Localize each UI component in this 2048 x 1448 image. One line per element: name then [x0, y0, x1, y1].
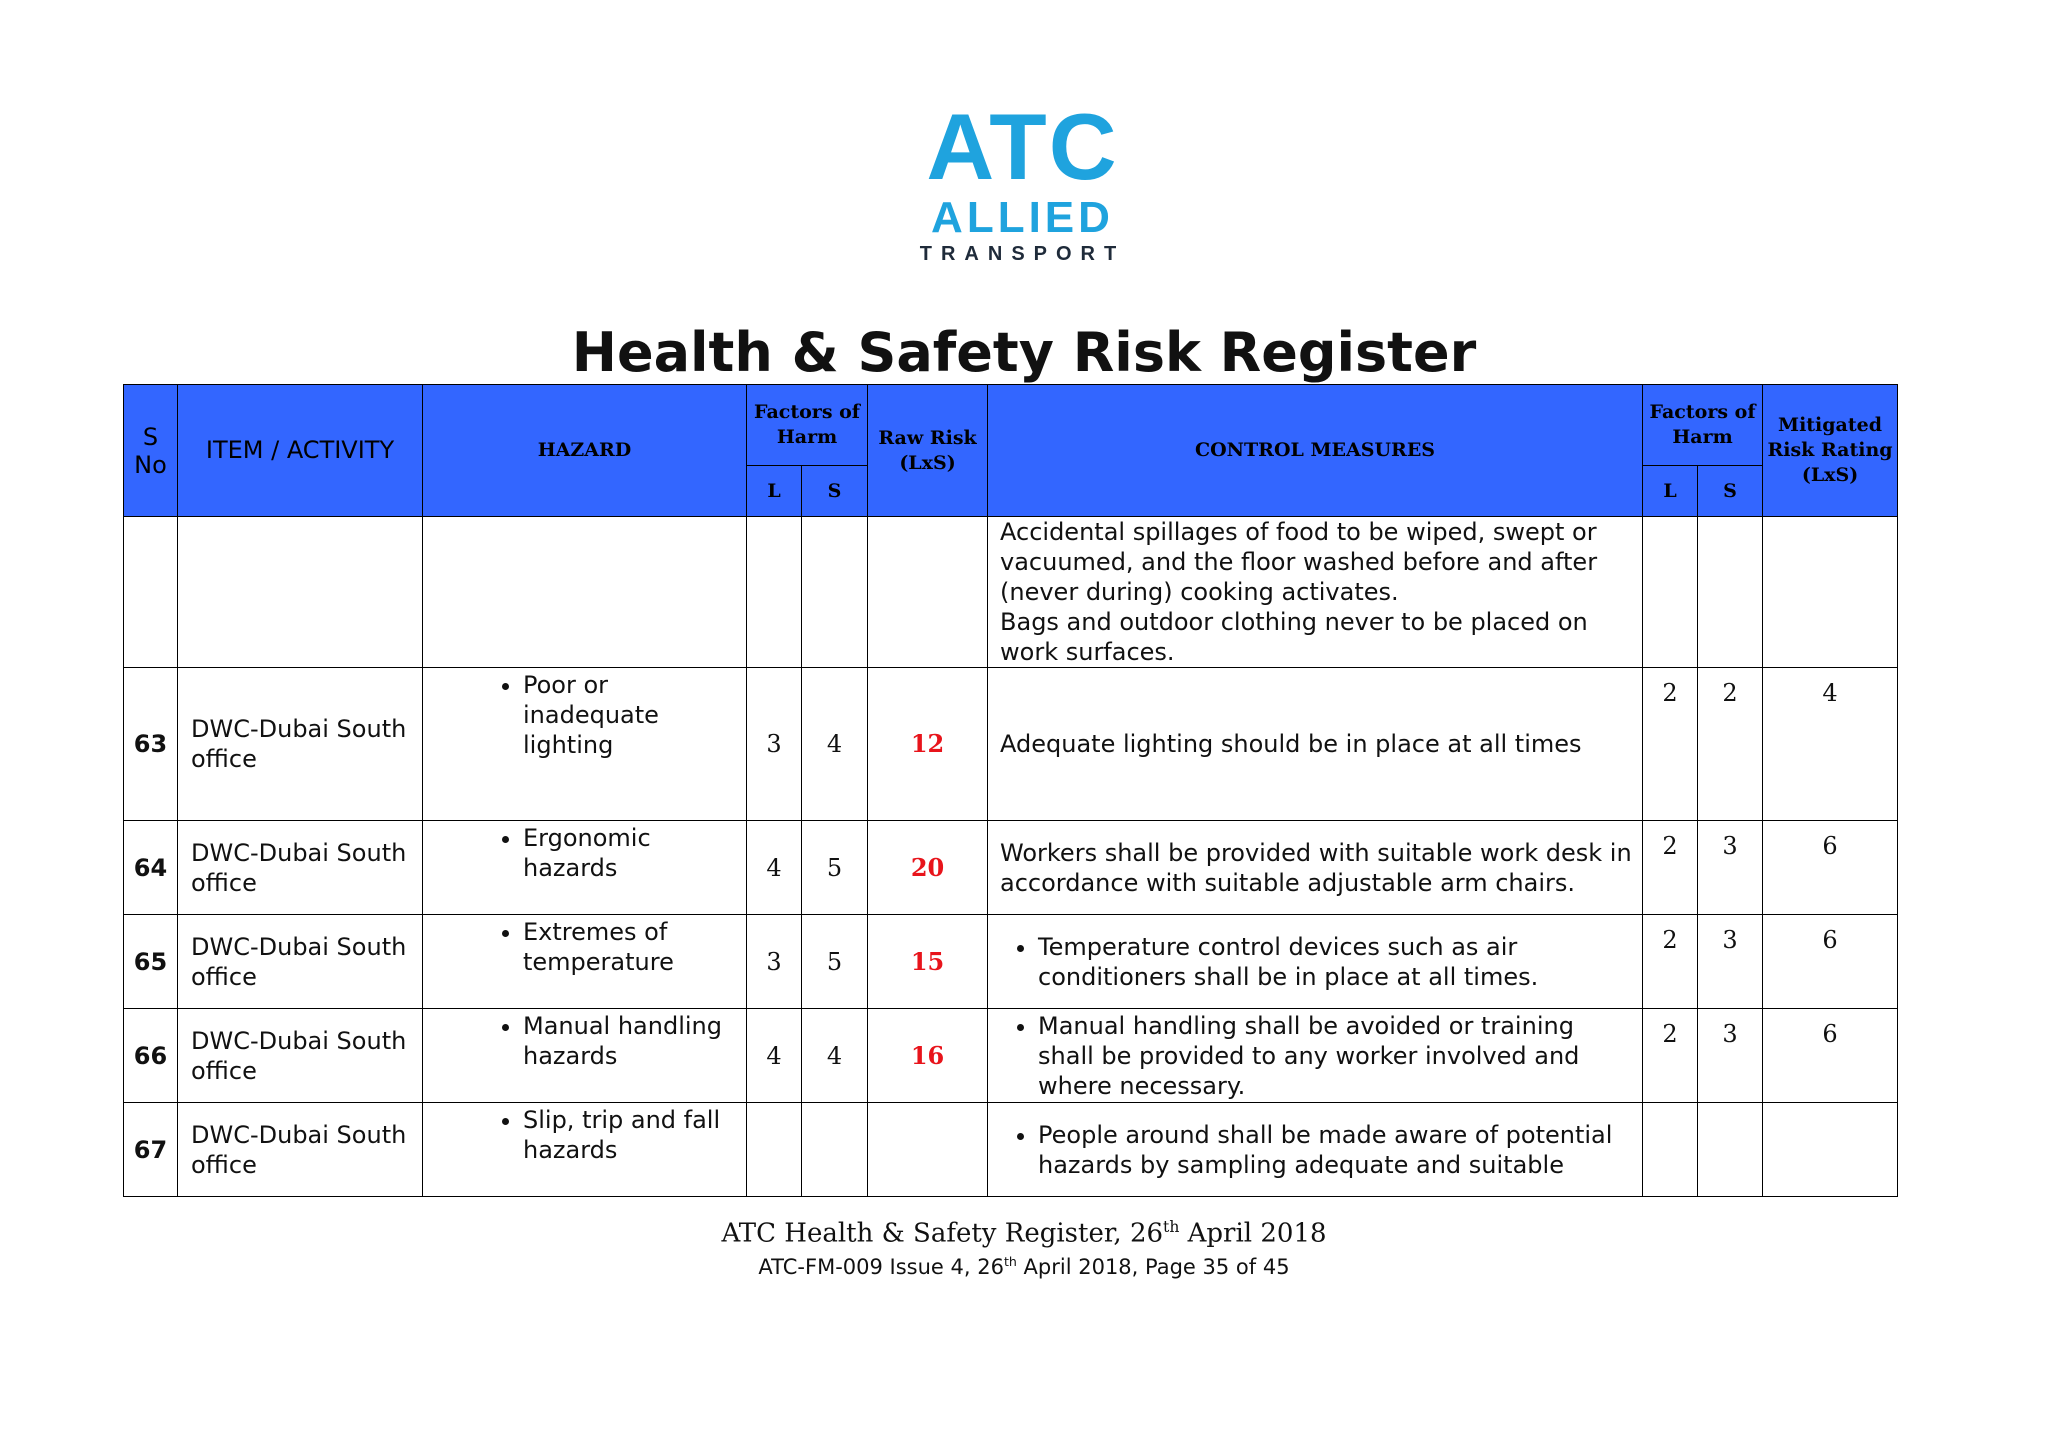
table-row-continuation	[124, 517, 1898, 668]
header-factors-of-harm-mitigated: Factors of Harm	[1643, 385, 1763, 466]
row-mitigated-rating: 4	[1763, 668, 1898, 821]
row-mitigated-severity: 2	[1698, 668, 1763, 821]
row-s-no: 65	[124, 915, 178, 1009]
footer-line2-text: ATC-FM-009 Issue 4, 26	[758, 1255, 1004, 1279]
header-s-no-line1: S	[142, 422, 159, 451]
row-raw-risk	[868, 1103, 988, 1197]
row-item-activity: DWC-Dubai South office	[178, 668, 423, 821]
table-row	[124, 915, 1898, 1009]
continuation-line-2: Bags and outdoor clothing never to be placed on work surfaces.	[1000, 608, 1588, 666]
row-hazard	[423, 668, 747, 821]
row-hazard	[423, 1009, 747, 1103]
row-raw-risk: 15	[868, 915, 988, 1009]
header-factors-of-harm: Factors of Harm	[747, 385, 868, 466]
row-item-activity: DWC-Dubai South office	[178, 915, 423, 1009]
row-item-activity: DWC-Dubai South office	[178, 821, 423, 915]
table-row	[124, 1103, 1898, 1197]
row-raw-risk: 12	[868, 668, 988, 821]
row-control-measures	[988, 1103, 1643, 1197]
cell-empty	[178, 517, 423, 668]
row-mitigated-rating: 6	[1763, 821, 1898, 915]
cell-empty	[1698, 517, 1763, 668]
footer-line1-text: ATC Health & Safety Register, 26	[721, 1218, 1164, 1249]
footer-line2-sup: th	[1003, 1254, 1017, 1269]
risk-register-table	[123, 384, 1898, 1197]
row-severity	[802, 1103, 868, 1197]
row-mitigated-likelihood: 2	[1643, 915, 1698, 1009]
row-mitigated-likelihood: 2	[1643, 1009, 1698, 1103]
row-control-measures: Adequate lighting should be in place at all times	[988, 668, 1643, 821]
row-mitigated-severity: 3	[1698, 915, 1763, 1009]
row-hazard	[423, 1103, 747, 1197]
header-l: L	[747, 466, 802, 517]
hazard-bullet: • Manual handling hazards	[523, 1011, 746, 1071]
header-s-no-line2: No	[134, 450, 167, 479]
cell-empty	[868, 517, 988, 668]
header-item-activity: ITEM / ACTIVITY	[178, 385, 423, 517]
row-likelihood: 4	[747, 1009, 802, 1103]
page-title: Health & Safety Risk Register	[571, 321, 1477, 384]
row-mitigated-rating: 6	[1763, 1009, 1898, 1103]
header-s-no	[124, 385, 178, 517]
continuation-control-measures	[988, 517, 1643, 668]
row-s-no: 64	[124, 821, 178, 915]
row-raw-risk: 16	[868, 1009, 988, 1103]
control-bullet: • Temperature control devices such as air conditioners shall be in place at all times.	[1038, 932, 1632, 992]
row-mitigated-severity: 3	[1698, 1009, 1763, 1103]
row-control-measures: Workers shall be provided with suitable work desk in accordance with suitable adjustable arm chairs.	[988, 821, 1643, 915]
row-mitigated-severity	[1698, 1103, 1763, 1197]
header-hazard: HAZARD	[423, 385, 747, 517]
control-bullet: • Manual handling shall be avoided or training shall be provided to any worker involved and where necessary.	[1038, 1011, 1632, 1101]
atc-logo	[895, 94, 1150, 272]
row-item-activity: DWC-Dubai South office	[178, 1103, 423, 1197]
footer-document-ref	[0, 1254, 2048, 1279]
header-l-mitigated: L	[1643, 466, 1698, 517]
header-s-mitigated: S	[1698, 466, 1763, 517]
row-s-no: 67	[124, 1103, 178, 1197]
hazard-bullet: • Ergonomic hazards	[523, 823, 746, 883]
row-severity: 4	[802, 1009, 868, 1103]
cell-empty	[1643, 517, 1698, 668]
row-s-no: 66	[124, 1009, 178, 1103]
row-s-no: 63	[124, 668, 178, 821]
table-row	[124, 668, 1898, 821]
row-control-measures	[988, 915, 1643, 1009]
cell-empty	[1763, 517, 1898, 668]
hazard-bullet: • Poor or inadequate lighting	[523, 670, 746, 760]
row-likelihood: 3	[747, 915, 802, 1009]
footer-line1-sup: th	[1163, 1218, 1180, 1236]
row-control-measures	[988, 1009, 1643, 1103]
cell-empty	[124, 517, 178, 668]
header-raw-risk: Raw Risk (LxS)	[868, 385, 988, 517]
table-row	[124, 1009, 1898, 1103]
footer-line2-page: April 2018, Page 35 of 45	[1016, 1255, 1290, 1279]
table-header	[124, 385, 1898, 517]
row-hazard	[423, 915, 747, 1009]
continuation-line-1: Accidental spillages of food to be wiped, swept or vacuumed, and the floor washed before and after (never during) cooking activates.	[1000, 518, 1598, 606]
footer-register-title	[0, 1218, 2048, 1249]
row-likelihood: 4	[747, 821, 802, 915]
row-severity: 5	[802, 915, 868, 1009]
header-s: S	[802, 466, 868, 517]
row-raw-risk: 20	[868, 821, 988, 915]
row-mitigated-rating: 6	[1763, 915, 1898, 1009]
logo-atc-text: ATC	[926, 94, 1119, 199]
table-body	[124, 517, 1898, 1197]
cell-empty	[802, 517, 868, 668]
header-mitigated-risk-rating: Mitigated Risk Rating (LxS)	[1763, 385, 1898, 517]
cell-empty	[423, 517, 747, 668]
hazard-bullet: • Extremes of temperature	[523, 917, 746, 977]
row-likelihood	[747, 1103, 802, 1197]
logo-allied-text: ALLIED	[931, 193, 1114, 242]
row-mitigated-likelihood	[1643, 1103, 1698, 1197]
header-control-measures: CONTROL MEASURES	[988, 385, 1643, 517]
row-severity: 5	[802, 821, 868, 915]
row-hazard	[423, 821, 747, 915]
control-bullet: • People around shall be made aware of potential hazards by sampling adequate and suitable	[1038, 1120, 1632, 1180]
row-mitigated-likelihood: 2	[1643, 821, 1698, 915]
row-mitigated-rating	[1763, 1103, 1898, 1197]
logo-transport-text: TRANSPORT	[919, 243, 1126, 265]
hazard-bullet: • Slip, trip and fall hazards	[523, 1105, 746, 1165]
row-severity: 4	[802, 668, 868, 821]
table-row	[124, 821, 1898, 915]
row-likelihood: 3	[747, 668, 802, 821]
row-mitigated-severity: 3	[1698, 821, 1763, 915]
row-item-activity: DWC-Dubai South office	[178, 1009, 423, 1103]
footer-line1-date: April 2018	[1179, 1218, 1327, 1249]
row-mitigated-likelihood: 2	[1643, 668, 1698, 821]
cell-empty	[747, 517, 802, 668]
